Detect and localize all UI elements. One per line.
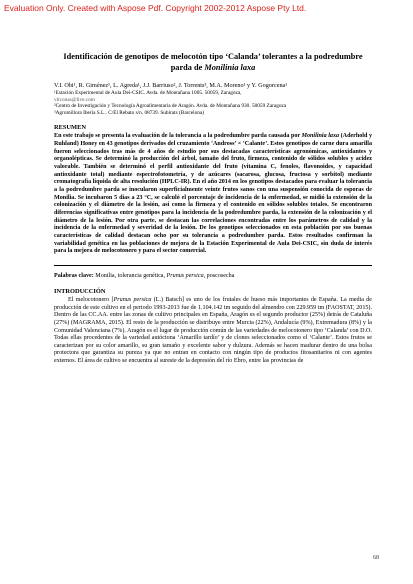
keywords-text: Monilia, tolerancia genética, bbox=[93, 272, 167, 279]
abstract-body bbox=[54, 133, 372, 256]
abstract-text-2: (Aderhold y Ruhland) Honey en 43 genotipos derivados del cruzamiento ‘Andross’ × ‘Calante’. Estos genotipos de carne dura amarilla fueron seleccionados tras más de 4 años de estudio por sus destacadas características agronómicas, antioxidantes y organolépticas. Se determinó la producción del árbol, tamaño del fruto, firmeza, contenido de sólidos solubles y acidez valorable. También se determinó el perfil antioxidante del fruto (vitamina C, fenoles, flavonoides, y capacidad antioxidante total) mediante espectrofotometría, y de azúcares (sacarosa, glucosa, fructosa y sorbitol) mediante cromatografía líquida de alta resolución (HPLC-IR). En el año 2014 en los genotipos destacados para evaluar la tolerancia a la podredumbre parda se inocularon superficialmente veinte frutos sanos con una suspensión conocida de esporas de Monilia. Se incubaron 5 días a 23 °C, se calculó el porcentaje de incidencia de la enfermedad, se midió la extensión de la colonización y el diámetro de la lesión, así como la firmeza y el contenido en sólidos solubles totales. Se encontraron diferencias significativas entre genotipos para la incidencia de la podredumbre parda, la extensión de la colonización y el diámetro de la lesión. Por otra parte, se destacan las correlaciones encontradas entre los parámetros de calidad y la incidencia de la enfermedad y severidad de la lesión. De los genotipos seleccionados en esta población por sus buenas características de calidad destacan ocho por su tolerancia a podredumbre parda. Estos resultados confirman la variabilidad genética en las poblaciones de mejora de la Estación Experimental de Aula Dei-CSIC, sin duda de interés para la mejora de melocotonero y para el sector comercial. bbox=[54, 133, 373, 255]
affiliation-1: ¹Estación Experimental de Aula Dei-CSIC. Avda. de Montañana 1005. 50059, Zaragoza, bbox=[54, 90, 242, 96]
keywords-species: Prunus persica bbox=[166, 272, 204, 279]
keywords-tail: , poscosecha bbox=[203, 272, 235, 279]
intro-body bbox=[54, 297, 372, 366]
keywords-label: Palabras clave: bbox=[54, 272, 94, 279]
affiliation-2: ²Centro de Investigación y Tecnología Agroalimentaria de Aragón. Avda. de Montañana 930. 50059 Zaragoza bbox=[54, 103, 287, 110]
intro-species: Prunus persica bbox=[113, 296, 152, 303]
intro-text-1: El melocotonero [ bbox=[68, 296, 114, 303]
divider bbox=[54, 265, 372, 266]
keywords-line bbox=[54, 272, 372, 280]
author-email[interactable] bbox=[54, 97, 372, 104]
introduccion-heading: INTRODUCCIÓN bbox=[54, 287, 106, 295]
title-species: Monilinia laxa bbox=[204, 62, 256, 72]
paper-page bbox=[54, 52, 372, 366]
resumen-heading: RESUMEN bbox=[54, 124, 86, 132]
author-list: V.I. Obi¹, R. Giménez¹, L. Agreda¹, J.J. Barriuso², J. Torrents³, M.A. Moreno¹ y Y. Gogorcena¹ bbox=[54, 82, 288, 89]
evaluation-watermark: Evaluation Only. Created with Aspose Pdf. Copyright 2002-2012 Aspose Pty Ltd. bbox=[4, 3, 307, 13]
page-number: 68 bbox=[373, 555, 379, 561]
title-text: Identificación de genotipos de melocotón tipo ‘Calanda’ tolerantes a la podredumbre parda de bbox=[63, 52, 363, 72]
abstract-text-1: En este trabajo se presenta la evaluación de la tolerancia a la podredumbre parda causada por bbox=[54, 133, 302, 140]
email-link[interactable]: vitconas@live.com bbox=[54, 96, 95, 103]
abstract-species: Monilinia laxa bbox=[301, 133, 340, 140]
affiliation-3: ³Agromillora Iberia S.L.. C/El Rebato s/n. 08739. Subirats (Barcelona) bbox=[54, 109, 205, 116]
intro-text-2: (L.) Batsch] es uno de los frutales de hueso más importantes de España. La media de producción de este cultivo en el periodo 1993-2013 fue de 1.104.142 tm seguido del almendro con 229.959 tm (FAOSTAT, 2015). Dentro de las CC.AA. entre las zonas de cultivo principales en España, Aragón es el segundo productor (25%) detrás de Cataluña (27%) (MAGRAMA, 2015). El resto de la producción se distribuye entre Murcia (22%), Andalucía (9%), Extremadura (8%) y la Comunidad Valenciana (7%). Aragón es el lugar de producción común de las variedades de melocotonero tipo ‘Calanda’ con D.O. Todas ellas procedentes de la variedad autóctona ‘Amarillo tardío’ y de clones seleccionados como el ‘Calante’. Estos frutos se caracterizan por su color amarillo, su gran tamaño y excelente sabor y dulzura. Además se hacen madurar dentro de una bolsa protectora que garantiza su pureza ya que no entran en contacto con ningún tipo de productos fitosanitarios ni con agentes externos. El área de cultivo se encuentra al sureste de la depresión del río Ebro, entre las provincias de bbox=[54, 296, 373, 365]
paper-title bbox=[54, 52, 372, 73]
